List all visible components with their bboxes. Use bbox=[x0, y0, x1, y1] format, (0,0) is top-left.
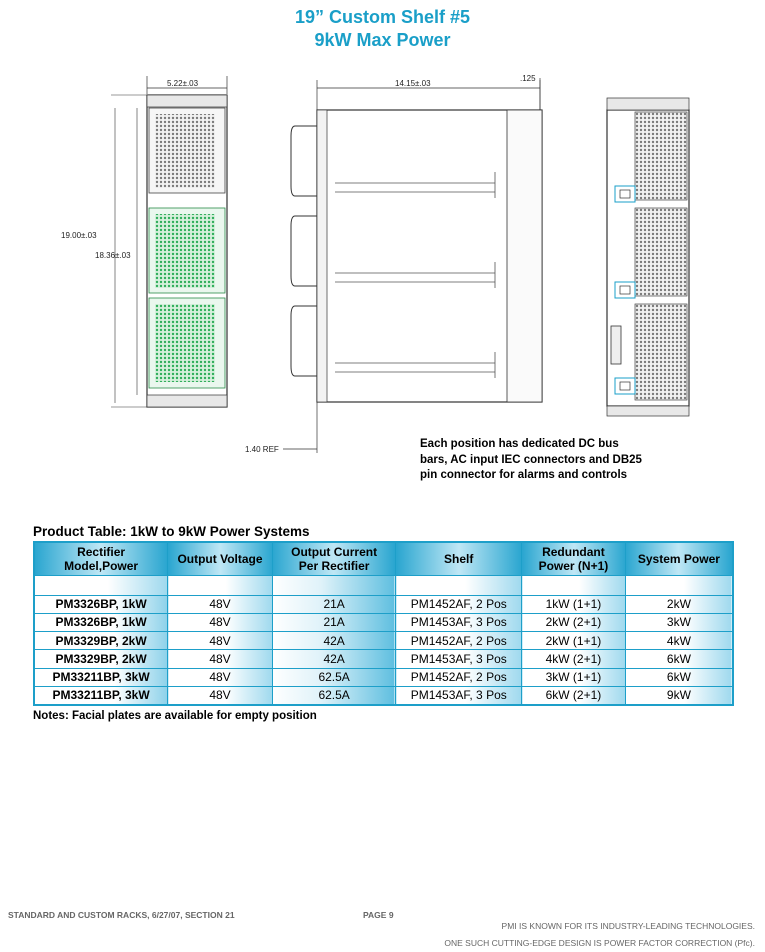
cell-system: 6kW bbox=[625, 650, 733, 668]
header-rectifier-line2: Model,Power bbox=[64, 558, 139, 573]
table-row bbox=[34, 613, 733, 631]
cell-model: PM3326BP, 1kW bbox=[34, 613, 168, 631]
caption-line2: bars, AC input IEC connectors and DB25 bbox=[420, 453, 642, 466]
spacer-cell bbox=[168, 575, 273, 595]
cell-redundant: 6kW (2+1) bbox=[522, 686, 626, 704]
cell-shelf: PM1453AF, 3 Pos bbox=[396, 686, 522, 704]
cell-model: PM33211BP, 3kW bbox=[34, 686, 168, 704]
footer-page-number: PAGE 9 bbox=[363, 910, 394, 920]
cell-redundant: 4kW (2+1) bbox=[522, 650, 626, 668]
header-redundant-line1: Redundant bbox=[542, 544, 605, 559]
cell-model: PM3329BP, 2kW bbox=[34, 632, 168, 650]
dim-height-label: 19.00±.03 bbox=[61, 231, 97, 240]
header-shelf: Shelf bbox=[396, 542, 522, 575]
caption-line3: pin connector for alarms and controls bbox=[420, 469, 628, 481]
cell-shelf: PM1453AF, 3 Pos bbox=[396, 613, 522, 631]
cell-model: PM3329BP, 2kW bbox=[34, 650, 168, 668]
cell-voltage: 48V bbox=[168, 650, 273, 668]
header-system-power: System Power bbox=[625, 542, 733, 575]
shelf-technical-drawing bbox=[55, 68, 705, 463]
cell-shelf: PM1453AF, 3 Pos bbox=[396, 650, 522, 668]
cell-current: 42A bbox=[272, 632, 396, 650]
cell-current: 62.5A bbox=[272, 668, 396, 686]
table-header-row bbox=[34, 542, 733, 575]
product-table bbox=[33, 541, 734, 706]
cell-voltage: 48V bbox=[168, 668, 273, 686]
page-title-line2: 9kW Max Power bbox=[314, 30, 451, 50]
cell-system: 3kW bbox=[625, 613, 733, 631]
table-row bbox=[34, 595, 733, 613]
cell-redundant: 3kW (1+1) bbox=[522, 668, 626, 686]
header-rectifier bbox=[34, 542, 168, 575]
caption-line1: Each position has dedicated DC bus bbox=[420, 438, 619, 450]
footer-tagline-2: ONE SUCH CUTTING-EDGE DESIGN IS POWER FACTOR CORRECTION (Pfc). bbox=[444, 938, 755, 948]
dim-depth-label: 14.15±.03 bbox=[395, 79, 431, 88]
cell-voltage: 48V bbox=[168, 613, 273, 631]
cell-redundant: 1kW (1+1) bbox=[522, 595, 626, 613]
cell-current: 62.5A bbox=[272, 686, 396, 704]
table-row bbox=[34, 650, 733, 668]
header-redundant-line2: Power (N+1) bbox=[538, 558, 609, 573]
rear-view bbox=[607, 98, 689, 416]
table-row bbox=[34, 686, 733, 704]
drawing-caption bbox=[420, 437, 720, 484]
cell-system: 4kW bbox=[625, 632, 733, 650]
table-notes: Notes: Facial plates are available for empty position bbox=[33, 710, 317, 722]
header-output-voltage: Output Voltage bbox=[168, 542, 273, 575]
cell-shelf: PM1452AF, 2 Pos bbox=[396, 632, 522, 650]
cell-system: 9kW bbox=[625, 686, 733, 704]
dim-width-label: 5.22±.03 bbox=[167, 79, 199, 88]
table-spacer-row bbox=[34, 575, 733, 595]
cell-redundant: 2kW (1+1) bbox=[522, 632, 626, 650]
page-title-line1: 19” Custom Shelf #5 bbox=[294, 7, 471, 27]
table-row bbox=[34, 632, 733, 650]
spacer-cell bbox=[522, 575, 626, 595]
header-output-current-line1: Output Current bbox=[291, 544, 378, 559]
spacer-cell bbox=[272, 575, 396, 595]
cell-model: PM33211BP, 3kW bbox=[34, 668, 168, 686]
side-view bbox=[245, 74, 542, 454]
footer-section-info: STANDARD AND CUSTOM RACKS, 6/27/07, SECTION 21 bbox=[8, 910, 235, 920]
spacer-cell bbox=[34, 575, 168, 595]
spacer-cell bbox=[625, 575, 733, 595]
cell-current: 42A bbox=[272, 650, 396, 668]
cell-model: PM3326BP, 1kW bbox=[34, 595, 168, 613]
header-redundant-power bbox=[522, 542, 626, 575]
cell-shelf: PM1452AF, 2 Pos bbox=[396, 595, 522, 613]
table-row bbox=[34, 668, 733, 686]
cell-current: 21A bbox=[272, 613, 396, 631]
cell-redundant: 2kW (2+1) bbox=[522, 613, 626, 631]
dim-ref-label: 1.40 REF bbox=[245, 445, 279, 454]
header-rectifier-line1: Rectifier bbox=[77, 544, 126, 559]
front-view bbox=[61, 76, 227, 407]
dim-inner-height-label: 18.36±.03 bbox=[95, 251, 131, 260]
table-title: Product Table: 1kW to 9kW Power Systems bbox=[33, 524, 310, 539]
cell-current: 21A bbox=[272, 595, 396, 613]
header-output-current-line2: Per Rectifier bbox=[298, 558, 370, 573]
footer-tagline-1: PMI IS KNOWN FOR ITS INDUSTRY-LEADING TECHNOLOGIES. bbox=[501, 921, 755, 931]
cell-system: 2kW bbox=[625, 595, 733, 613]
cell-voltage: 48V bbox=[168, 632, 273, 650]
cell-voltage: 48V bbox=[168, 686, 273, 704]
spacer-cell bbox=[396, 575, 522, 595]
cell-system: 6kW bbox=[625, 668, 733, 686]
cell-voltage: 48V bbox=[168, 595, 273, 613]
dim-offset-label: .125 bbox=[520, 74, 536, 83]
cell-shelf: PM1452AF, 2 Pos bbox=[396, 668, 522, 686]
header-output-current bbox=[272, 542, 396, 575]
